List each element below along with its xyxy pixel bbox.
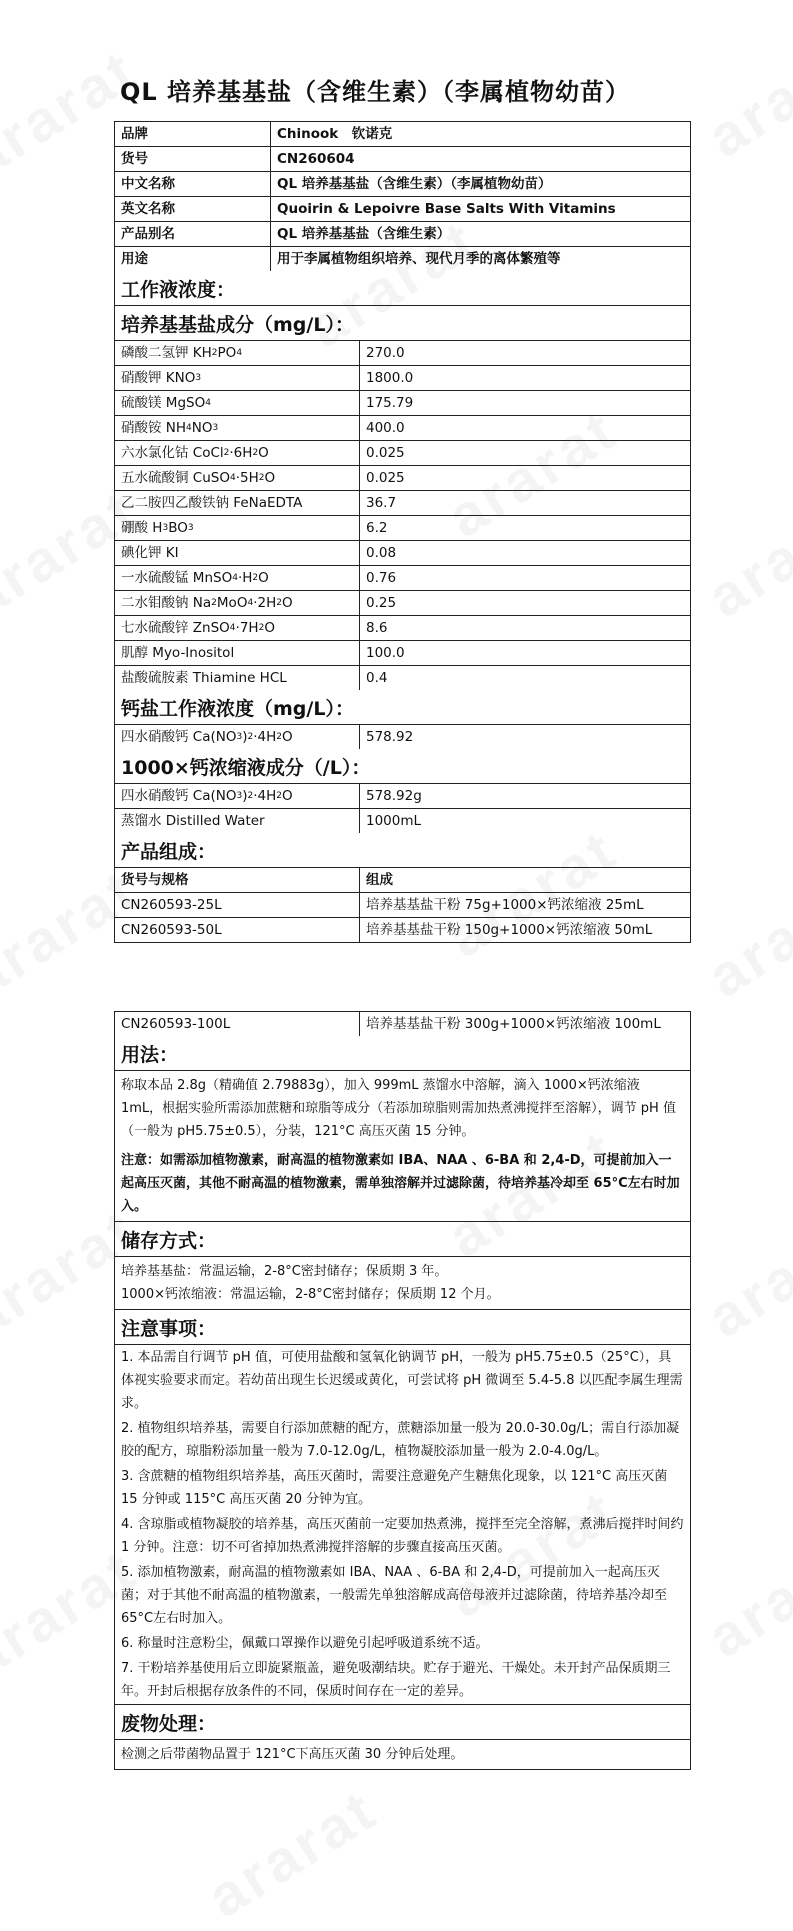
concentrate-value: 1000mL (359, 809, 690, 833)
info-value: QL 培养基基盐（含维生素）（李属植物幼苗） (270, 172, 690, 196)
salt-row (115, 341, 690, 366)
info-value: QL 培养基基盐（含维生素） (270, 222, 690, 246)
product-table-continued (115, 1012, 690, 1036)
product-composition: 培养基基盐干粉 75g+1000×钙浓缩液 25mL (359, 893, 690, 917)
section-salts: 培养基基盐成分（mg/L）： (121, 313, 354, 336)
salt-name: 硫酸镁 MgSO 4 (121, 395, 211, 411)
salt-name: 一水硫酸锰 MnSO 4 ·H 2 O (121, 570, 269, 586)
salt-value: 6.2 (359, 516, 690, 540)
calcium-value: 578.92 (359, 725, 690, 749)
watermark-text (696, 1196, 793, 1351)
calcium-table (115, 725, 690, 749)
page-title: QL 培养基基盐（含维生素）（李属植物幼苗） (120, 78, 631, 106)
salt-value: 400.0 (359, 416, 690, 440)
salt-name: 磷酸二氢钾 KH 2 PO 4 (121, 345, 243, 361)
section-product: 产品组成： (121, 840, 217, 863)
concentrate-row (115, 784, 690, 809)
salt-name: 六水氯化钴 CoCl 2 ·6H 2 O (121, 445, 269, 461)
info-label: 品牌 (121, 126, 148, 142)
product-composition: 培养基基盐干粉 300g+1000×钙浓缩液 100mL (359, 1012, 690, 1036)
note-item: 3. 含蔗糖的植物组织培养基，高压灭菌时，需要注意避免产生糖焦化现象，以 121°C 高压灭菌 15 分钟或 115°C 高压灭菌 20 分钟为宜。 (121, 1469, 668, 1507)
info-value: Chinook 钦诺克 (270, 122, 690, 146)
concentrate-name: 四水硝酸钙 Ca(NO 3 ) 2 ·4H 2 O (121, 788, 293, 804)
salt-name: 硝酸钾 KNO 3 (121, 370, 202, 386)
info-row (115, 172, 690, 197)
salt-value: 0.08 (359, 541, 690, 565)
watermark-text (696, 856, 793, 1011)
info-row (115, 222, 690, 247)
product-header-sku: 货号与规格 (121, 872, 189, 888)
product-composition: 培养基基盐干粉 150g+1000×钙浓缩液 50mL (359, 918, 690, 942)
salt-row (115, 366, 690, 391)
salt-value: 36.7 (359, 491, 690, 515)
info-label: 英文名称 (121, 201, 175, 217)
salt-name: 二水钼酸钠 Na 2 MoO 4 ·2H 2 O (121, 595, 293, 611)
note-item: 6. 称量时注意粉尘，佩戴口罩操作以避免引起呼吸道系统不适。 (121, 1636, 489, 1651)
product-table (115, 893, 690, 942)
usage-text: 称取本品 2.8g（精确值 2.79883g），加入 999mL 蒸馏水中溶解，滴入 1000×钙浓缩液 1mL，根据实验所需添加蔗糖和琼脂等成分（若添加琼脂则需加热煮沸搅拌至溶解），调节 pH 值（一般为 pH5.75±0.5），分装，121°C 高压灭菌 15 分钟。 (121, 1078, 676, 1139)
section-notes: 注意事项： (121, 1317, 217, 1340)
product-sku: CN260593-25L (121, 897, 222, 913)
salt-name: 硝酸铵 NH 4 NO 3 (121, 420, 219, 436)
info-value: CN260604 (270, 147, 690, 171)
waste-block (115, 1740, 690, 1769)
watermark-text (696, 476, 793, 631)
salt-value: 175.79 (359, 391, 690, 415)
concentrate-name: 蒸馏水 Distilled Water (121, 813, 265, 829)
product-header-comp: 组成 (359, 868, 690, 892)
note-item: 1. 本品需自行调节 pH 值，可使用盐酸和氢氧化钠调节 pH，一般为 pH5.75±0.5（25°C），具体视实验要求而定。若幼苗出现生长迟缓或黄化，可尝试将 pH 微调至 5.4-5.8 以匹配李属生理需求。 (121, 1350, 683, 1411)
notes-block (115, 1345, 690, 1705)
salts-table (115, 341, 690, 690)
note-item: 5. 添加植物激素，耐高温的植物激素如 IBA、NAA 、6-BA 和 2,4-D，可提前加入一起高压灭菌；对于其他不耐高温的植物激素，一般需先单独溶解成高倍母液并过滤除菌，待培养基冷却至 65°C左右时加入。 (121, 1565, 668, 1626)
info-label: 中文名称 (121, 176, 175, 192)
salt-row (115, 416, 690, 441)
section-concentrate: 1000×钙浓缩液成分（/L）： (121, 756, 371, 779)
salt-name: 乙二胺四乙酸铁钠 FeNaEDTA (121, 495, 303, 511)
info-label: 产品别名 (121, 226, 175, 242)
note-item: 2. 植物组织培养基，需要自行添加蔗糖的配方，蔗糖添加量一般为 20.0-30.0g/L；需自行添加凝胶的配方，琼脂粉添加量一般为 7.0-12.0g/L，植物凝胶添加量一般为 2.0-4.0g/L。 (121, 1421, 680, 1459)
watermark-text (696, 1516, 793, 1671)
info-label: 货号 (121, 151, 148, 167)
product-header-row (115, 868, 690, 893)
salt-name: 七水硫酸锌 ZnSO 4 ·7H 2 O (121, 620, 275, 636)
salt-row (115, 441, 690, 466)
salt-name: 硼酸 H 3 BO 3 (121, 520, 194, 536)
salt-value: 270.0 (359, 341, 690, 365)
note-item: 7. 干粉培养基使用后立即旋紧瓶盖，避免吸潮结块。贮存于避光、干燥处。未开封产品保质期三年。开封后根据存放条件的不同，保质时间存在一定的差异。 (121, 1661, 671, 1699)
salt-value: 0.25 (359, 591, 690, 615)
product-sku: CN260593-50L (121, 922, 222, 938)
info-value: Quoirin & Lepoivre Base Salts With Vitamins (270, 197, 690, 221)
salt-name: 盐酸硫胺素 Thiamine HCL (121, 670, 287, 686)
product-sku: CN260593-100L (121, 1016, 231, 1032)
salt-value: 100.0 (359, 641, 690, 665)
salt-row (115, 641, 690, 666)
waste-text: 检测之后带菌物品置于 121°C下高压灭菌 30 分钟后处理。 (121, 1747, 464, 1762)
salt-value: 8.6 (359, 616, 690, 640)
salt-row (115, 466, 690, 491)
salt-value: 0.025 (359, 441, 690, 465)
product-row (115, 893, 690, 918)
usage-note: 注意：如需添加植物激素，耐高温的植物激素如 IBA、NAA 、6-BA 和 2,4-D，可提前加入一起高压灭菌，其他不耐高温的植物激素，需单独溶解并过滤除菌，待培养基冷却至 65°C左右时加入。 (121, 1153, 680, 1214)
info-row (115, 197, 690, 222)
salt-value: 0.76 (359, 566, 690, 590)
salt-row (115, 491, 690, 516)
salt-row (115, 616, 690, 641)
salt-row (115, 666, 690, 690)
info-row (115, 247, 690, 271)
watermark-text (196, 1776, 389, 1931)
section-waste: 废物处理： (121, 1712, 217, 1735)
info-row (115, 122, 690, 147)
salt-value: 1800.0 (359, 366, 690, 390)
concentrate-table (115, 784, 690, 833)
product-sheet-top (114, 121, 691, 943)
product-row (115, 1012, 690, 1036)
product-sheet-bottom (114, 1011, 691, 1770)
storage-block (115, 1257, 690, 1310)
salt-row (115, 591, 690, 616)
info-table (115, 122, 690, 271)
calcium-row (115, 725, 690, 749)
note-item: 4. 含琼脂或植物凝胶的培养基，高压灭菌前一定要加热煮沸，搅拌至完全溶解，煮沸后搅拌时间约 1 分钟。注意：切不可省掉加热煮沸搅拌溶解的步骤直接高压灭菌。 (121, 1517, 684, 1555)
section-working: 工作液浓度： (121, 278, 236, 301)
watermark-text (696, 16, 793, 171)
salt-row (115, 391, 690, 416)
section-calcium: 钙盐工作液浓度（mg/L）： (121, 697, 354, 720)
salt-name: 碘化钾 KI (121, 545, 179, 561)
concentrate-row (115, 809, 690, 833)
info-label: 用途 (121, 251, 148, 267)
concentrate-value: 578.92g (359, 784, 690, 808)
usage-block (115, 1071, 690, 1222)
salt-name: 五水硫酸铜 CuSO 4 ·5H 2 O (121, 470, 276, 486)
info-row (115, 147, 690, 172)
salt-value: 0.4 (359, 666, 690, 690)
info-value: 用于李属植物组织培养、现代月季的离体繁殖等 (270, 247, 690, 271)
salt-value: 0.025 (359, 466, 690, 490)
salt-row (115, 541, 690, 566)
salt-row (115, 516, 690, 541)
salt-row (115, 566, 690, 591)
storage-base: 培养基基盐：常温运输，2-8°C密封储存；保质期 3 年。 (121, 1264, 448, 1279)
salt-name: 肌醇 Myo-Inositol (121, 645, 235, 661)
storage-concentrate: 1000×钙浓缩液：常温运输，2-8°C密封储存；保质期 12 个月。 (121, 1287, 500, 1302)
section-storage: 储存方式： (121, 1229, 217, 1252)
calcium-name: 四水硝酸钙 Ca(NO 3 ) 2 ·4H 2 O (121, 729, 293, 745)
section-usage: 用法： (121, 1043, 179, 1066)
product-row (115, 918, 690, 942)
